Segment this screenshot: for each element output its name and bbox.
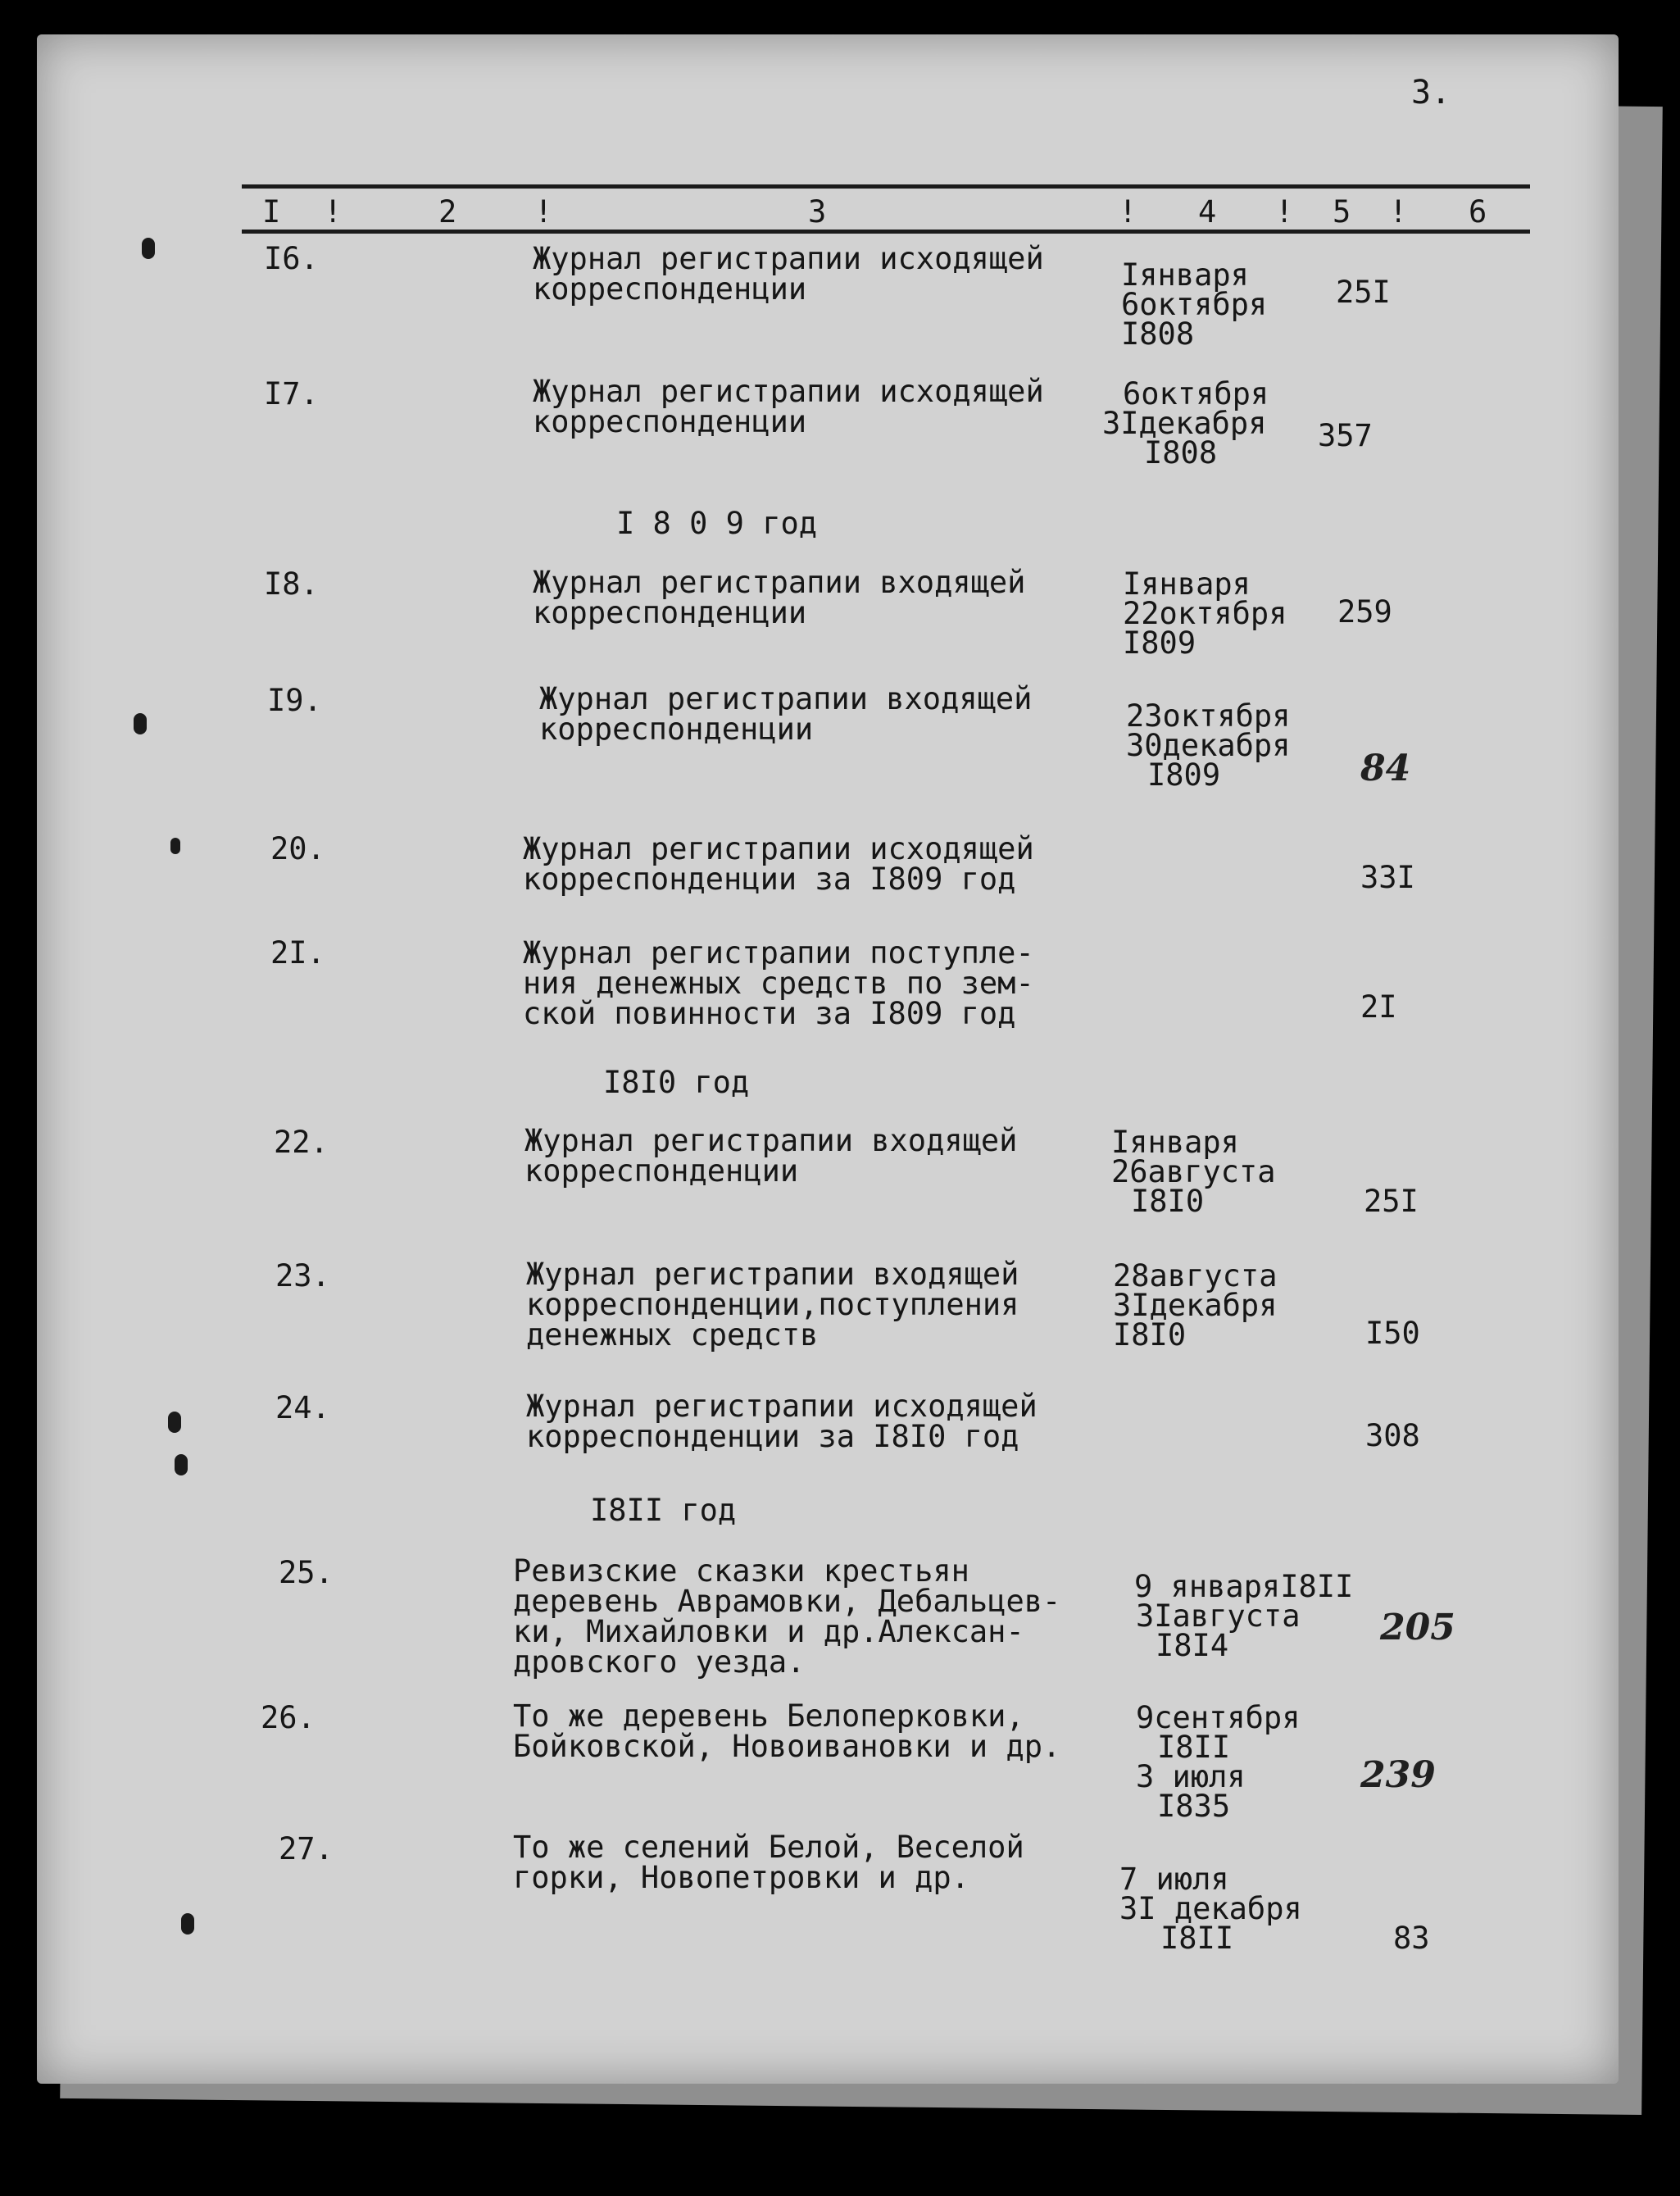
row-sheet-count: 2I: [1360, 989, 1397, 1025]
row-description-line: Бойковской, Новоивановки и др.: [513, 1729, 1061, 1764]
row-date-line: 6октября: [1121, 287, 1268, 322]
row-description-line: Журнал регистрапии входящей: [539, 681, 1033, 716]
row-description-line: Журнал регистрапии исходящей: [523, 831, 1034, 866]
row-sheet-count: 33I: [1360, 860, 1415, 895]
row-date-line: I8II: [1160, 1921, 1234, 1956]
row-description-line: корреспонденции: [533, 271, 807, 307]
row-sheet-count: 25I: [1336, 275, 1391, 310]
column-separator: !: [1119, 194, 1137, 230]
punch-hole: [181, 1913, 194, 1935]
row-number: I6.: [264, 241, 319, 276]
handwritten-sheet-count: 84: [1360, 748, 1411, 789]
row-description-line: дровского уезда.: [513, 1644, 806, 1680]
punch-hole: [134, 713, 147, 734]
row-date-line: I8I4: [1156, 1628, 1229, 1663]
row-description-line: корреспонденции за I8I0 год: [526, 1419, 1019, 1454]
row-date-line: I835: [1157, 1789, 1231, 1824]
column-header: 5: [1333, 194, 1351, 230]
header-rule-top: [242, 184, 1530, 189]
row-number: 23.: [275, 1258, 330, 1294]
row-date-line: 30декабря: [1126, 728, 1291, 763]
row-description-line: Ревизские сказки крестьян: [513, 1553, 969, 1589]
year-heading: I8II год: [590, 1493, 737, 1528]
row-date-line: 23октября: [1126, 698, 1291, 734]
punch-hole: [175, 1454, 188, 1475]
row-date-line: 3 июля: [1136, 1759, 1246, 1794]
column-separator: !: [324, 194, 343, 230]
row-description-line: Журнал регистрапии исходящей: [533, 374, 1044, 409]
row-sheet-count: 259: [1337, 594, 1392, 630]
row-date-line: 7 июля: [1119, 1862, 1229, 1897]
row-date-line: I809: [1147, 757, 1221, 793]
row-number: 2I.: [270, 935, 325, 971]
row-number: 27.: [279, 1831, 334, 1866]
row-date-line: I808: [1121, 316, 1195, 352]
row-sheet-count: I50: [1365, 1316, 1420, 1351]
row-description-line: Журнал регистрапии входящей: [526, 1257, 1019, 1292]
handwritten-sheet-count: 205: [1380, 1607, 1455, 1648]
row-date-line: 3Iдекабря: [1113, 1288, 1278, 1323]
row-date-line: 3I декабря: [1119, 1891, 1302, 1926]
row-number: I7.: [264, 376, 319, 411]
row-date-line: I8I0: [1131, 1184, 1205, 1219]
header-rule-bottom: [242, 230, 1530, 234]
row-date-line: 9 январяI8II: [1134, 1569, 1354, 1604]
row-description-line: корреспонденции за I809 год: [523, 862, 1016, 897]
year-heading: I 8 0 9 год: [616, 506, 818, 541]
row-date-line: 9сентября: [1136, 1700, 1301, 1735]
row-description-line: То же селений Белой, Веселой: [513, 1830, 1024, 1865]
row-date-line: Iянваря: [1111, 1125, 1239, 1160]
row-date-line: 3Iдекабря: [1102, 406, 1267, 441]
row-date-line: 3Iавгуста: [1136, 1598, 1301, 1634]
row-description-line: Журнал регистрапии входящей: [524, 1123, 1018, 1158]
row-description-line: То же деревень Белоперковки,: [513, 1698, 1024, 1734]
row-date-line: I809: [1123, 625, 1196, 661]
row-date-line: 26августа: [1111, 1154, 1276, 1189]
row-date-line: 28августа: [1113, 1258, 1278, 1294]
row-number: 26.: [261, 1700, 316, 1735]
row-number: I8.: [264, 566, 319, 602]
handwritten-sheet-count: 239: [1360, 1754, 1436, 1796]
row-description-line: горки, Новопетровки и др.: [513, 1860, 969, 1895]
row-description-line: денежных средств: [526, 1317, 819, 1353]
page-number: 3.: [1411, 74, 1451, 111]
row-description-line: ской повинности за I809 год: [523, 996, 1016, 1031]
column-header: 3: [808, 194, 827, 230]
column-header: I: [262, 194, 281, 230]
row-description-line: Журнал регистрапии исходящей: [533, 241, 1044, 276]
row-description-line: Журнал регистрапии исходящей: [526, 1389, 1038, 1424]
row-description-line: ки, Михайловки и др.Алексан-: [513, 1614, 1024, 1649]
row-date-line: Iянваря: [1121, 257, 1249, 293]
row-description-line: Журнал регистрапии поступле-: [523, 935, 1034, 971]
column-separator: !: [1275, 194, 1294, 230]
row-number: 22.: [274, 1125, 329, 1160]
row-number: I9.: [267, 683, 322, 718]
row-description-line: деревень Аврамовки, Дебальцев-: [513, 1584, 1061, 1619]
year-heading: I8I0 год: [603, 1065, 750, 1100]
column-header: 6: [1469, 194, 1487, 230]
row-number: 24.: [275, 1390, 330, 1425]
punch-hole: [170, 838, 180, 854]
column-header: 4: [1198, 194, 1217, 230]
row-date-line: 6октября: [1123, 376, 1269, 411]
column-separator: !: [534, 194, 553, 230]
row-description-line: корреспонденции: [533, 404, 807, 439]
row-sheet-count: 25I: [1364, 1184, 1419, 1219]
row-sheet-count: 357: [1318, 418, 1373, 453]
row-date-line: I8I0: [1113, 1317, 1187, 1353]
row-date-line: I8II: [1157, 1730, 1231, 1765]
punch-hole: [168, 1412, 181, 1433]
row-sheet-count: 308: [1365, 1418, 1420, 1453]
punch-hole: [142, 238, 155, 259]
row-description-line: Журнал регистрапии входящей: [533, 565, 1026, 600]
row-description-line: корреспонденции,поступления: [526, 1287, 1019, 1322]
column-separator: !: [1389, 194, 1408, 230]
row-date-line: 22октября: [1123, 596, 1287, 631]
row-number: 25.: [279, 1555, 334, 1590]
column-header: 2: [438, 194, 457, 230]
row-description-line: корреспонденции: [524, 1153, 799, 1189]
row-description-line: ния денежных средств по зем-: [523, 966, 1034, 1001]
row-description-line: корреспонденции: [539, 712, 814, 747]
row-date-line: Iянваря: [1123, 566, 1251, 602]
row-sheet-count: 83: [1393, 1921, 1430, 1956]
row-description-line: корреспонденции: [533, 595, 807, 630]
row-date-line: I808: [1144, 435, 1218, 471]
row-number: 20.: [270, 831, 325, 866]
